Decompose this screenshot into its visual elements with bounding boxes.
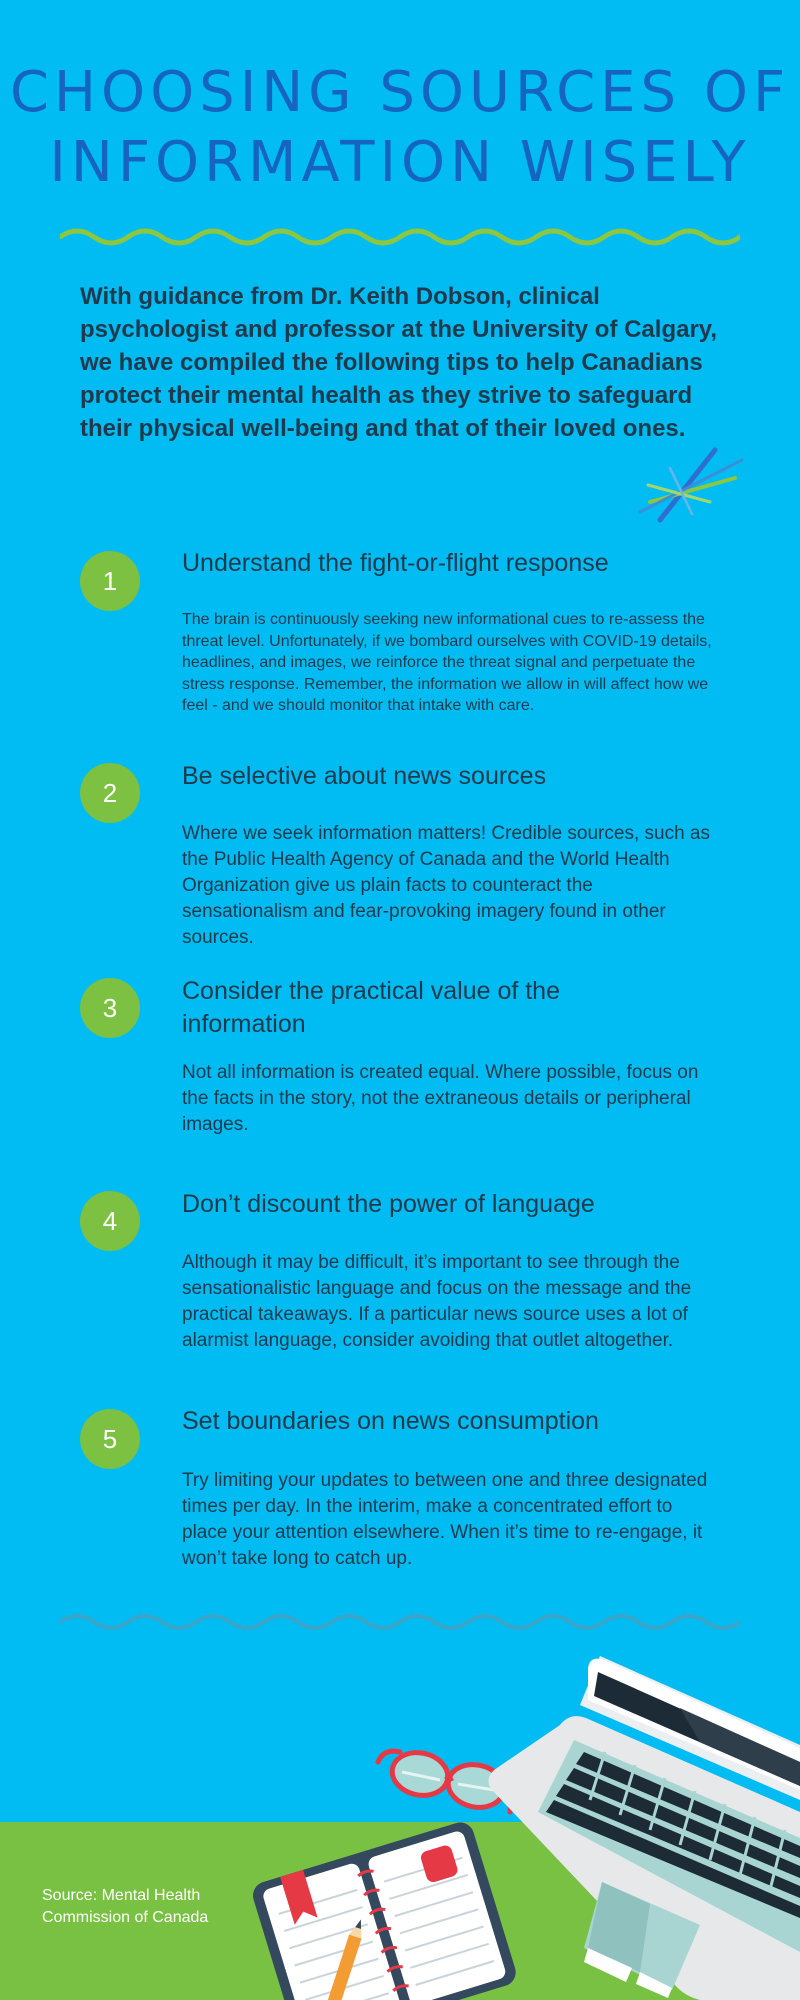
tip-number-badge: 2 — [80, 763, 140, 823]
tip-body: Try limiting your updates to between one and three designated times per day. In the interim, make a concentrated effort to place your attention elsewhere. When it’s time to re-engage, it won’t take long to catch up. — [182, 1470, 708, 1569]
tip-heading: Set boundaries on news consumption — [182, 1407, 599, 1435]
tip-number-badge: 4 — [80, 1191, 140, 1251]
title-line-2: INFORMATION WISELY — [49, 130, 751, 195]
tip-number-badge: 5 — [80, 1409, 140, 1469]
tip-heading: Don’t discount the power of language — [182, 1190, 595, 1218]
sparkle-icon — [630, 440, 745, 530]
tip-body: The brain is continuously seeking new informational cues to re-assess the threat level. Unfortunately, if we bombard ourselves with COVID-19 details, headlines, and images, we reinforce the threat signal and perpetuate the stress response. Remember, the information we allow in will affect how we feel - and we should monitor that intake with care. — [182, 611, 712, 714]
title-line-1: CHOOSING SOURCES OF — [9, 60, 791, 125]
page-title — [0, 58, 800, 198]
tip-body: Where we seek information matters! Credible sources, such as the Public Health Agency of Canada and the World Health Organization give us plain facts to counteract the sensationalism and fear-provoking imagery found in other sources. — [182, 823, 710, 948]
tip-heading: Be selective about news sources — [182, 762, 547, 790]
bottom-wave-divider — [60, 1607, 740, 1637]
tip-body: Although it may be difficult, it’s important to see through the sensationalistic language and focus on the message and the practical takeaways. If a particular news source uses a lot of alarmist language, consider avoiding that outlet altogether. — [182, 1252, 692, 1351]
top-wave-divider — [60, 222, 740, 252]
tip-heading: Understand the fight-or-flight response — [182, 549, 609, 577]
glasses-icon — [378, 1748, 510, 1813]
source-credit: Source: Mental Health Commission of Canada — [42, 1887, 209, 1926]
tip-number-badge: 3 — [80, 978, 140, 1038]
intro-paragraph: With guidance from Dr. Keith Dobson, clinical psychologist and professor at the University of Calgary, we have compiled the following tips to help Canadians protect their mental health as they strive to safeguard their physical well-being and that of their loved ones. — [80, 283, 718, 442]
tip-number-badge: 1 — [80, 551, 140, 611]
tip-body: Not all information is created equal. Where possible, focus on the facts in the story, not the extraneous details or peripheral images. — [182, 1062, 699, 1135]
tip-heading: Consider the practical value of the information — [182, 977, 560, 1038]
